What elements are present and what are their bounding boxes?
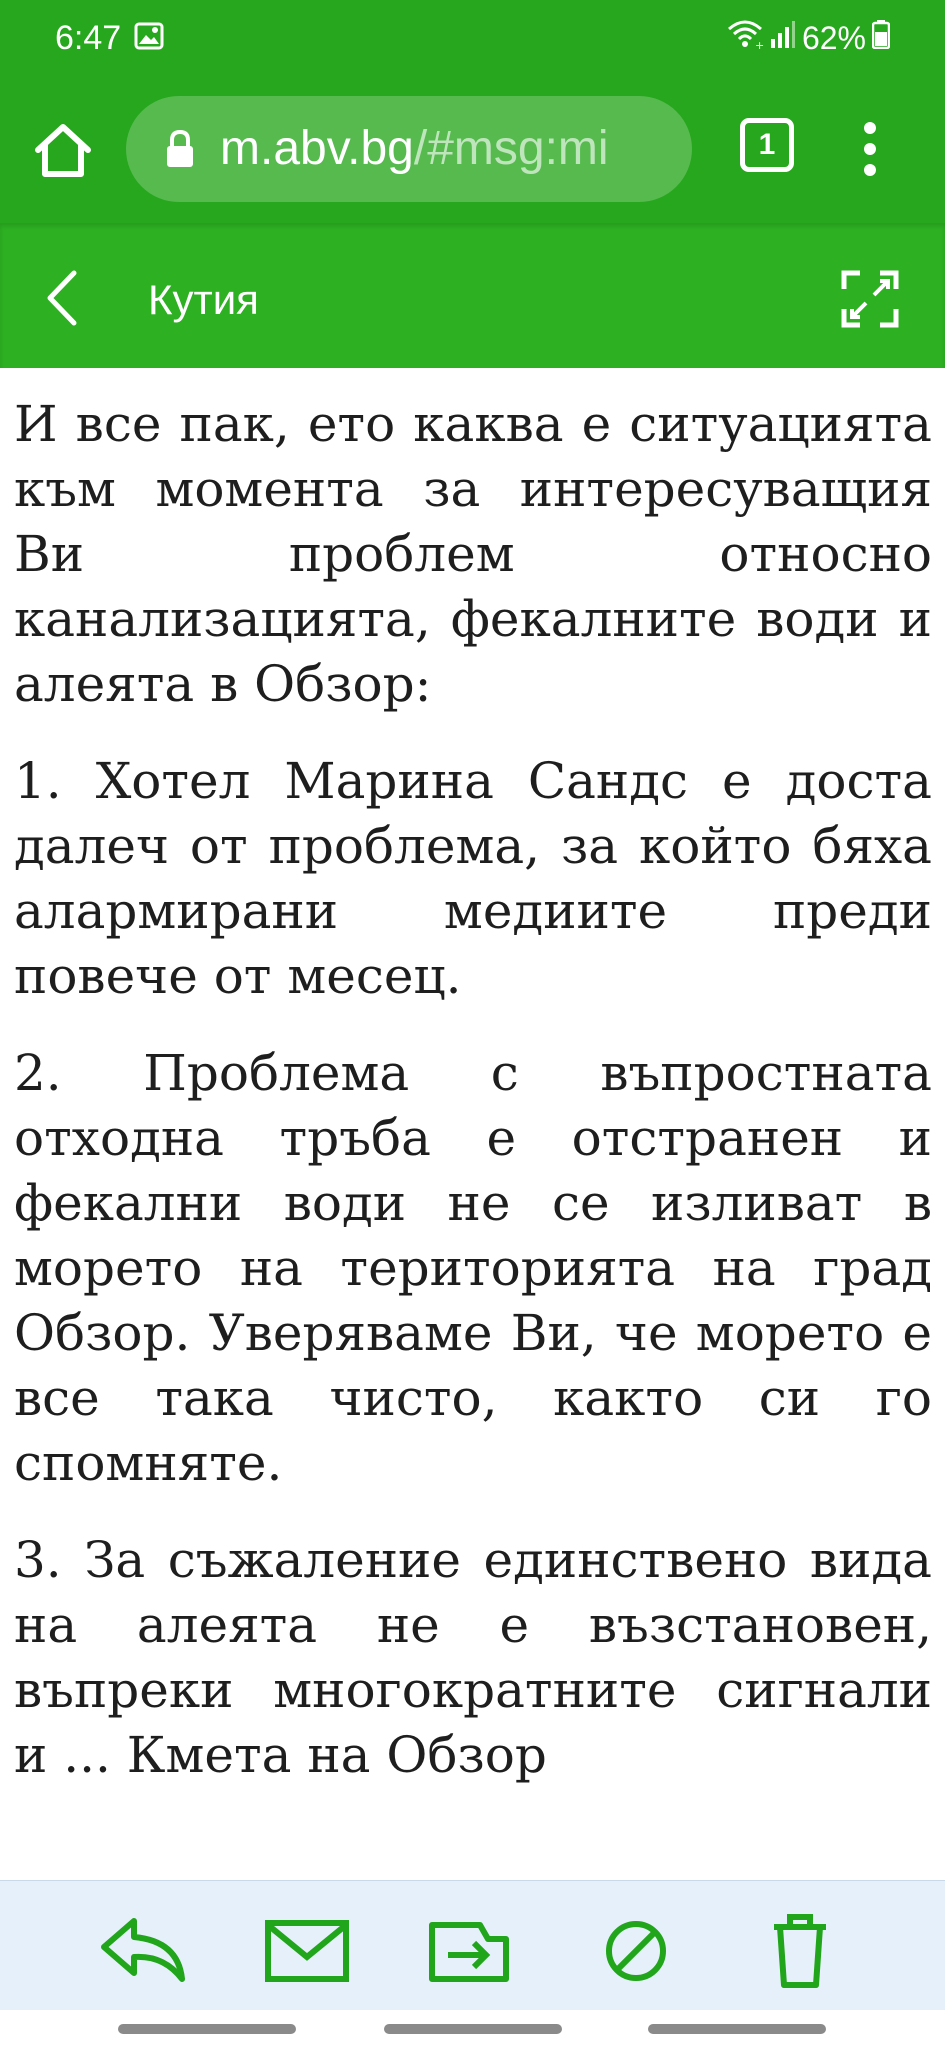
message-body [14,392,932,1892]
move-button[interactable] [424,1911,520,1991]
address-bar[interactable] [126,96,692,202]
recents-button[interactable] [118,2024,296,2034]
url-host: m.abv.bg [220,122,414,175]
spam-button[interactable] [588,1911,684,1991]
message-paragraph: И все пак, ето каква е ситуацията към момента за интересуващия Ви проблем относно канализацията, фекалните води и алеята в Обзор: [14,395,932,713]
gallery-icon [134,22,164,55]
back-arrow-icon [38,263,88,333]
message-action-bar [0,1880,945,2011]
message-paragraph: 2. Проблема с въпростната отходна тръба е отстранен и фекални води не се изливат в морето на територията на град Обзор. Уверяваме Ви, че морето е все така чисто, както си го спомняте. [14,1044,932,1492]
delete-button[interactable] [752,1911,848,1991]
lock-icon [164,129,196,174]
reply-icon [96,1911,192,1991]
more-vert-icon [850,116,890,182]
battery-level: 62% [801,19,866,56]
block-icon [588,1911,684,1991]
url-text [220,118,609,180]
home-nav-button[interactable] [384,2024,562,2034]
app-header [0,223,945,368]
wifi-icon [726,18,764,58]
signal-icon [770,19,796,57]
envelope-icon [260,1911,356,1991]
trash-icon [752,1911,848,1991]
back-button[interactable] [38,263,88,333]
battery-icon [872,19,890,57]
compose-button[interactable] [260,1911,356,1991]
svg-text:+: + [754,39,764,50]
home-button[interactable] [30,118,96,184]
home-icon [30,118,96,184]
back-nav-button[interactable] [648,2024,826,2034]
browser-toolbar [0,78,945,223]
status-bar [0,0,945,78]
more-menu-button[interactable] [850,116,890,182]
system-nav-bar [0,2010,945,2048]
message-paragraph: 1. Хотел Марина Сандс е доста далеч от проблема, за който бяха алармирани медиите преди повече от месец. [14,752,932,1005]
fullscreen-icon [840,269,900,329]
status-time: 6:47 [55,19,122,57]
reply-button[interactable] [96,1911,192,1991]
page-title: Кутия [148,276,259,323]
status-indicators [726,16,890,60]
move-icon [424,1911,520,1991]
tabs-button[interactable] [740,118,794,172]
fullscreen-button[interactable] [840,269,900,329]
message-paragraph: 3. За съжаление единствено вида на алеята не е възстановен, въпреки многократните сигнали и ... Кмета на Обзор [14,1531,932,1784]
url-path: /#msg:mi [413,122,609,175]
tabs-icon: 1 [740,118,794,172]
